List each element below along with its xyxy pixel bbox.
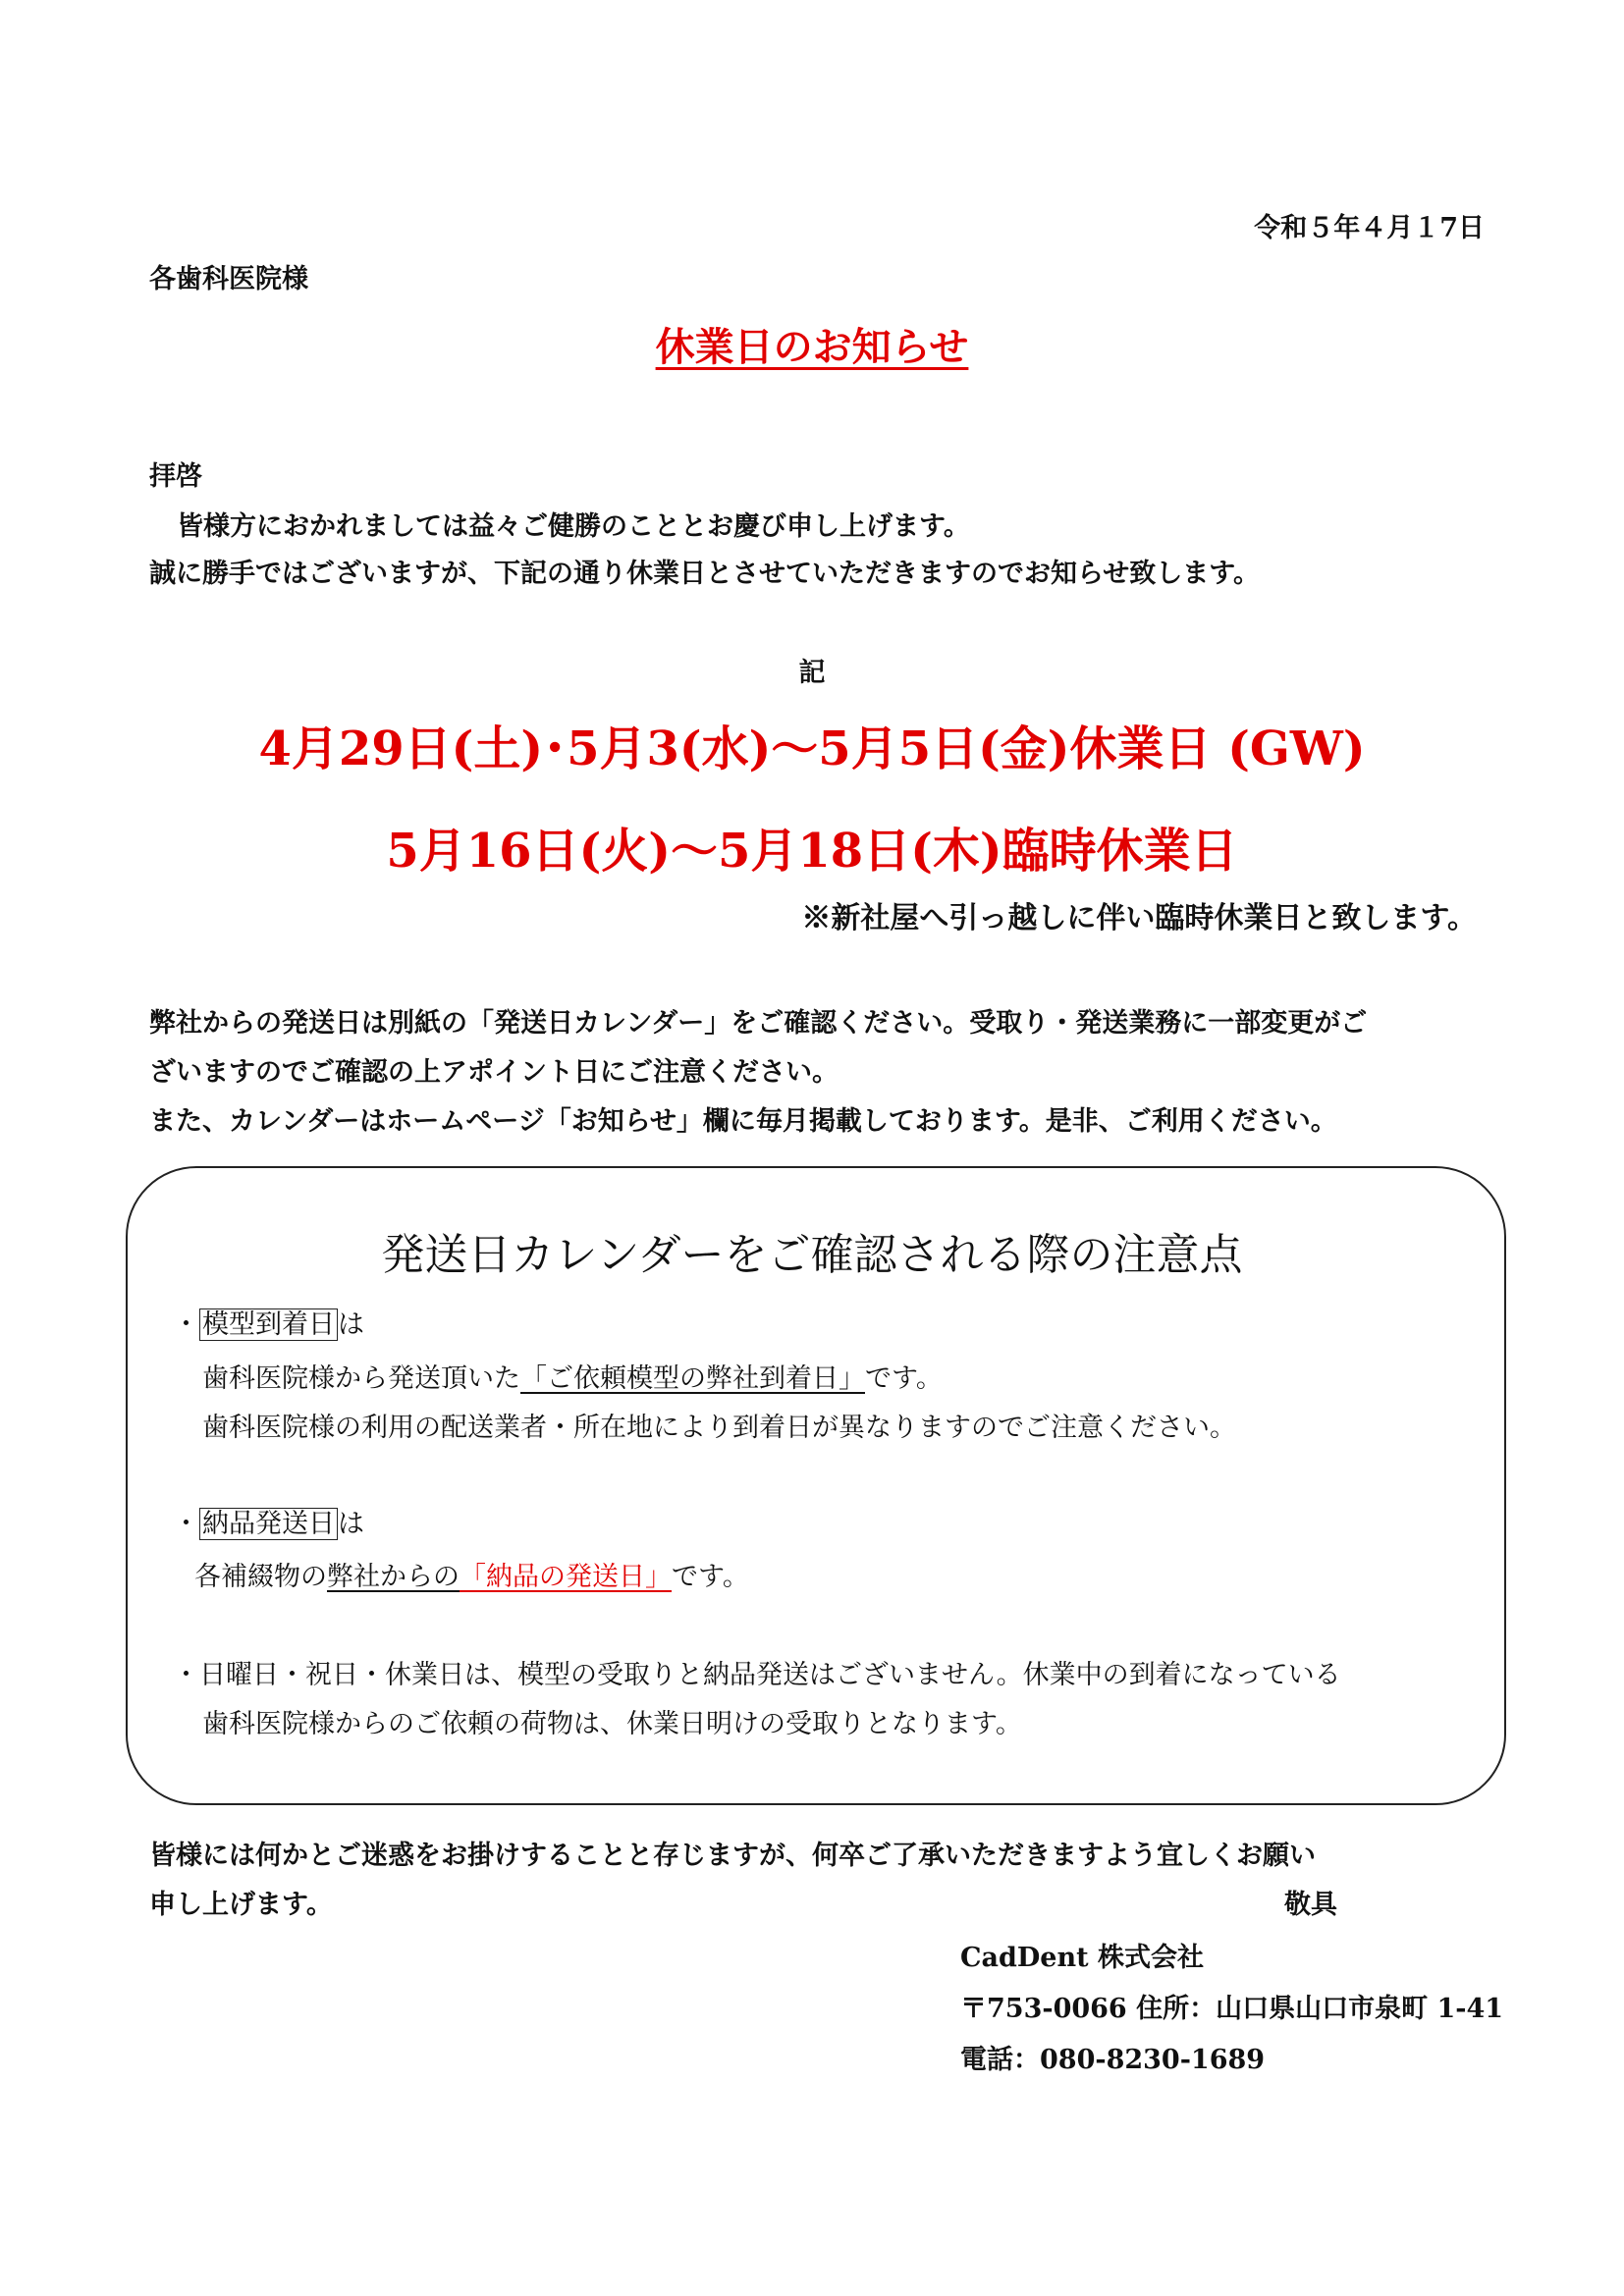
model-arrival-line-2: 歯科医院様の利用の配送業者・所在地により到着日が異なりますのでご注意ください。 xyxy=(202,1413,1236,1443)
ki-heading: 記 xyxy=(798,658,826,688)
closing-line-1: 皆様には何かとご迷惑をお掛けすることと存じますが、何卒ご了承いただきますよう宜しくお願い xyxy=(149,1841,1316,1871)
greeting-line-1: 皆様方におかれましては益々ご健勝のこととお慶び申し上げます。 xyxy=(177,511,970,542)
bullet: ・ xyxy=(173,1509,199,1539)
text-segment: です。 xyxy=(672,1562,749,1592)
notes-box-title: 発送日カレンダーをご確認される際の注意点 xyxy=(381,1230,1243,1280)
company-phone: 電話：080-8230-1689 xyxy=(960,2045,1266,2075)
text-segment: 歯科医院様から発送頂いた xyxy=(202,1363,520,1394)
holiday-line-2: 5月16日(火)～5月18日(木)臨時休業日 xyxy=(386,824,1238,879)
model-arrival-line-1 xyxy=(202,1357,943,1395)
closed-days-line-2: 歯科医院様からのご依頼の荷物は、休業日明けの受取りとなります。 xyxy=(202,1709,1022,1739)
underlined-term: 弊社からの xyxy=(327,1562,460,1592)
document-date: 令和５年４月１7日 xyxy=(1254,213,1485,243)
text-segment: です。 xyxy=(865,1363,943,1394)
delivery-line xyxy=(194,1555,749,1593)
text-segment: 各補綴物の xyxy=(194,1562,327,1592)
delivery-term: 納品発送日 xyxy=(199,1508,338,1540)
highlighted-term: 「ご依頼模型の弊社到着日」 xyxy=(520,1363,865,1394)
term-suffix: は xyxy=(338,1509,364,1539)
bullet: ・ xyxy=(173,1309,199,1340)
company-name: CadDent 株式会社 xyxy=(960,1943,1204,1973)
closing-line-2: 申し上げます。 xyxy=(149,1890,333,1920)
model-arrival-term: 模型到着日 xyxy=(199,1308,338,1341)
red-highlighted-term: 「納品の発送日」 xyxy=(460,1562,672,1592)
move-note: ※新社屋へ引っ越しに伴い臨時休業日と致します。 xyxy=(801,901,1477,935)
body-line-2: ざいますのでご確認の上アポイント日にご注意ください。 xyxy=(149,1057,839,1088)
greeting-line-2: 誠に勝手ではございますが、下記の通り休業日とさせていただきますのでお知らせ致します。 xyxy=(149,559,1261,589)
closed-days-line-1: ・日曜日・祝日・休業日は、模型の受取りと納品発送はございません。休業中の到着になっている xyxy=(173,1660,1341,1690)
keigu: 敬具 xyxy=(1284,1890,1337,1920)
body-line-1: 弊社からの発送日は別紙の「発送日カレンダー」をご確認ください。受取り・発送業務に一部変更がご xyxy=(149,1008,1368,1039)
model-arrival-heading xyxy=(173,1303,364,1341)
delivery-heading xyxy=(173,1502,364,1540)
addressee: 各歯科医院様 xyxy=(149,264,308,294)
company-address: 〒753-0066 住所：山口県山口市泉町 1-41 xyxy=(960,1994,1504,2024)
holiday-line-1: 4月29日(土)･5月3(水)～5月5日(金)休業日 (GW) xyxy=(258,721,1366,776)
page-title xyxy=(0,316,1624,372)
title-text: 休業日のお知らせ xyxy=(655,324,969,370)
body-line-3: また、カレンダーはホームページ「お知らせ」欄に毎月掲載しております。是非、ご利用ください。 xyxy=(149,1106,1337,1137)
greeting-opening: 拝啓 xyxy=(149,461,202,492)
term-suffix: は xyxy=(338,1309,364,1340)
